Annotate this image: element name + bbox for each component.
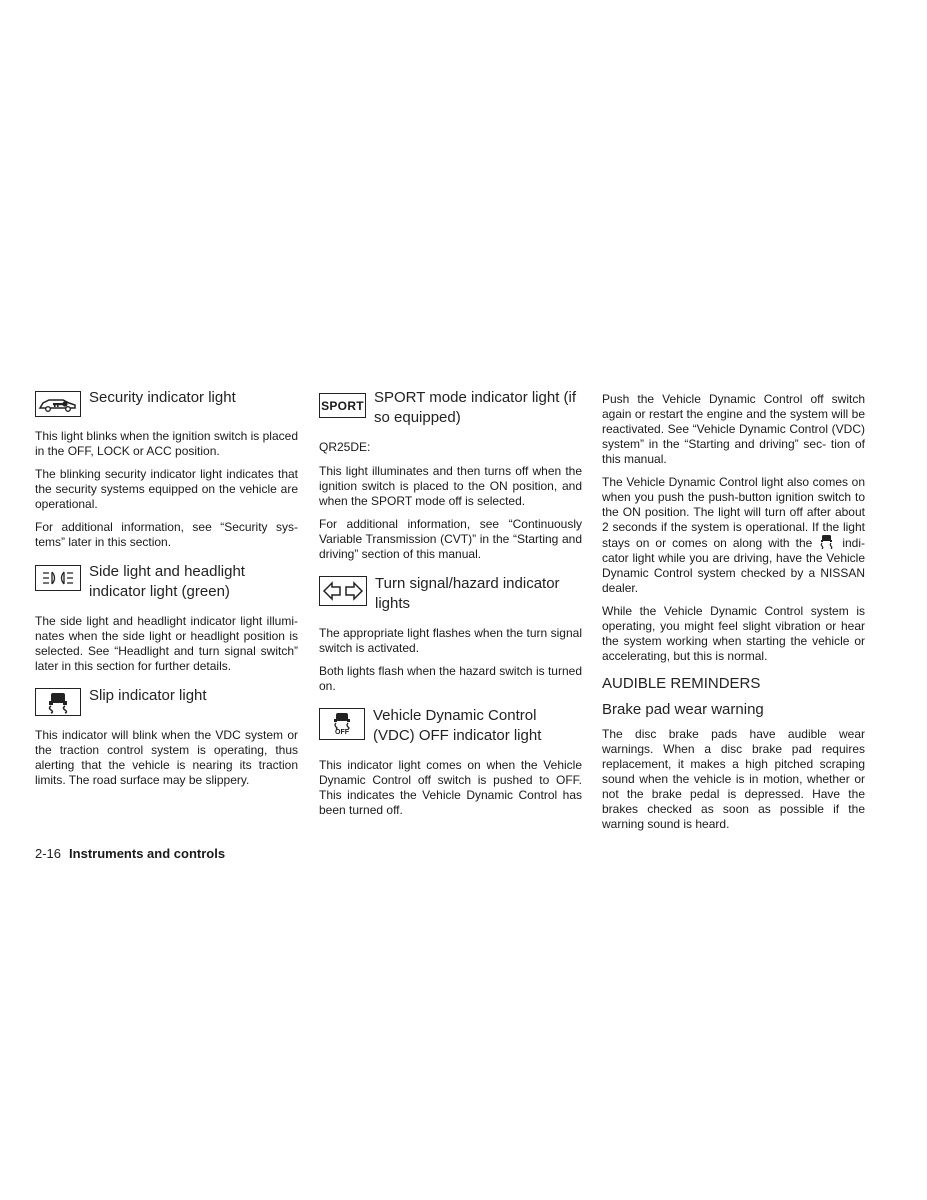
page-number: 2-16 bbox=[35, 846, 62, 861]
vdc-off-text-1: This indicator light comes on when the Vehicle Dynamic Control off switch is pushed to OFF. This indicates the Vehicle Dynamic Control has been turned off. bbox=[319, 758, 582, 817]
vdc-light-text bbox=[602, 475, 865, 596]
sport-engine-label: QR25DE: bbox=[319, 440, 371, 454]
sport-indicator-icon bbox=[319, 393, 366, 418]
sport-icon-text: SPORT bbox=[321, 398, 364, 413]
slip-indicator-icon bbox=[35, 688, 81, 716]
security-text-1: This light blinks when the ignition switch is placed in the OFF, LOCK or ACC position. bbox=[35, 429, 298, 458]
brake-pad-wear-title: Brake pad wear warning bbox=[602, 701, 764, 718]
slip-title: Slip indicator light bbox=[89, 687, 207, 704]
vdc-operating-text: While the Vehicle Dynamic Control system is operating, you might feel slight vibration or hear the system working when starting the vehicle or accelerating, but this is normal. bbox=[602, 604, 865, 663]
slip-heading bbox=[35, 686, 298, 716]
sport-title: SPORT mode indicator light (if so equipped) bbox=[374, 389, 577, 426]
headlight-title: Side light and headlight indicator light (green) bbox=[89, 563, 245, 600]
turn-signal-indicator-icon bbox=[319, 576, 367, 606]
sport-text-2: For additional information, see “Continuously Variable Transmission (CVT)” in the “Starting and driving” section of this manual. bbox=[319, 517, 582, 561]
vdc-light-text-a: The Vehicle Dynamic Control light also comes on when you push the push-button ignition switch to the ON position. The light will turn off after about 2 seconds if the system is operational. If the light stays on or comes on along with the bbox=[602, 475, 865, 550]
security-text-3: For additional information, see “Security sys- tems” later in this section. bbox=[35, 520, 298, 549]
sport-heading bbox=[319, 388, 582, 428]
audible-reminders-title: AUDIBLE REMINDERS bbox=[602, 675, 761, 692]
column-2 bbox=[319, 388, 582, 826]
security-text-2: The blinking security indicator light indicates that the security systems equipped on the vehicle are operational. bbox=[35, 467, 298, 511]
turn-signal-title: Turn signal/hazard indicator lights bbox=[375, 575, 560, 612]
turn-signal-heading bbox=[319, 574, 582, 614]
slip-inline-icon bbox=[818, 535, 836, 549]
security-title: Security indicator light bbox=[89, 389, 236, 406]
headlight-heading bbox=[35, 562, 298, 602]
vdc-off-indicator-icon bbox=[319, 708, 365, 740]
slip-text-1: This indicator will blink when the VDC system or the traction control system is operating, thus alerting that the vehicle is nearing its traction limits. The road surface may be slippery. bbox=[35, 728, 298, 787]
vdc-light-text-b: indi- cator light while you are driving, have the Vehicle Dynamic Control system checked by a NISSAN dealer. bbox=[602, 536, 865, 595]
turn-signal-text-1: The appropriate light flashes when the turn signal switch is activated. bbox=[319, 626, 582, 655]
headlight-text-1: The side light and headlight indicator light illumi- nates when the side light or headlight position is selected. See “Headlight and turn signal switch” later in this section for further details. bbox=[35, 614, 298, 673]
sport-text-1: This light illuminates and then turns off when the ignition switch is placed to the ON position, and when the SPORT mode off is selected. bbox=[319, 464, 582, 508]
vdc-off-icon-text: OFF bbox=[335, 729, 349, 736]
brake-pad-wear-text: The disc brake pads have audible wear warnings. When a disc brake pad requires replacement, it makes a high pitched scraping sound when the vehicle is in motion, whether or not the brake pedal is depressed. Have the brakes checked as soon as possible if the warning sound is heard. bbox=[602, 727, 865, 831]
turn-signal-text-2: Both lights flash when the hazard switch is turned on. bbox=[319, 664, 582, 693]
page-footer bbox=[35, 846, 225, 862]
vdc-off-heading bbox=[319, 706, 582, 746]
security-indicator-icon bbox=[35, 391, 81, 417]
footer-section-title: Instruments and controls bbox=[69, 846, 226, 861]
security-heading bbox=[35, 388, 298, 417]
vdc-reactivate-text: Push the Vehicle Dynamic Control off switch again or restart the engine and the system will be reactivated. See “Vehicle Dynamic Control (VDC) system” in the “Starting and driving” sec- tion of this manual. bbox=[602, 392, 865, 466]
column-3 bbox=[602, 392, 865, 840]
column-1 bbox=[35, 388, 298, 796]
headlight-indicator-icon bbox=[35, 565, 81, 591]
vdc-off-title: Vehicle Dynamic Control (VDC) OFF indicator light bbox=[373, 707, 542, 744]
